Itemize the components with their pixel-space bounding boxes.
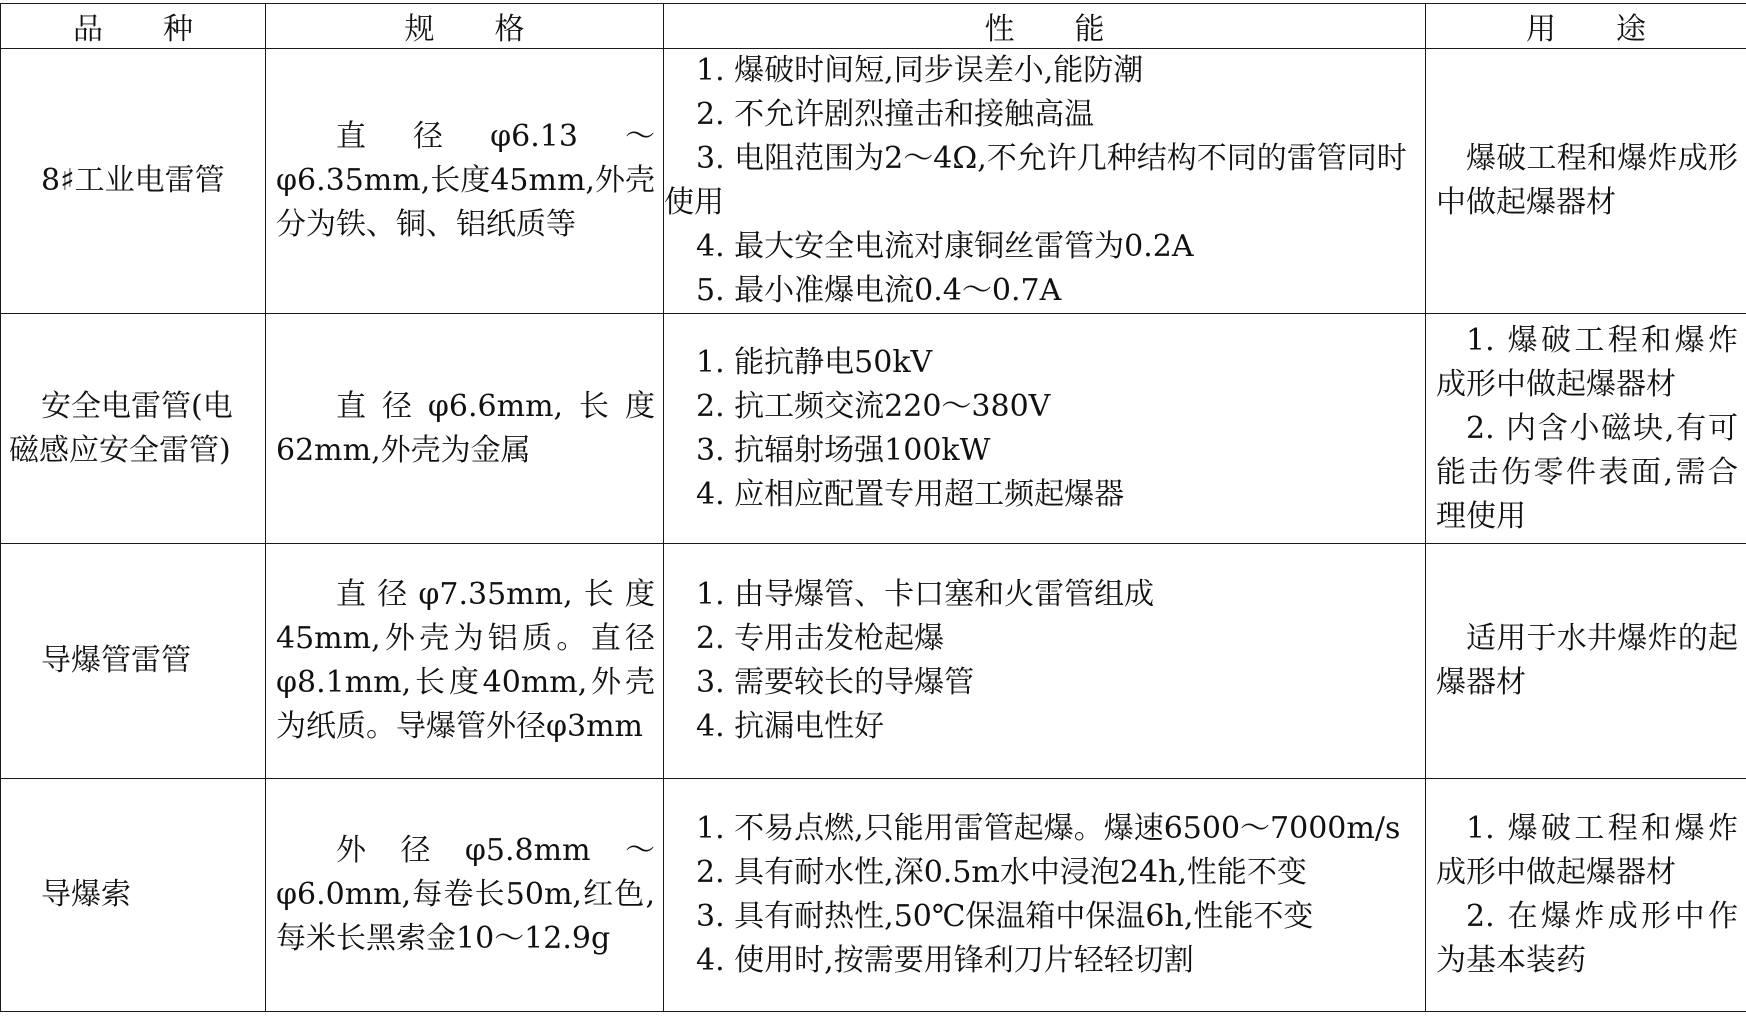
performance-list <box>664 49 1411 313</box>
performance-item: 4. 抗漏电性好 <box>696 709 885 744</box>
performance-item: 2. 不允许剧烈撞击和接触高温 <box>696 97 1095 132</box>
usage-list <box>1436 137 1738 225</box>
cell-kind <box>1 314 266 544</box>
usage-item: 2. 内含小磁块,有可能击伤零件表面,需合理使用 <box>1436 410 1738 534</box>
table-header <box>1 4 1746 49</box>
table-row <box>1 544 1746 779</box>
performance-item: 2. 抗工频交流220～380V <box>696 388 1051 424</box>
usage-list <box>1436 319 1738 539</box>
header-usage: 用 途 <box>1426 4 1746 49</box>
cell-spec <box>266 779 664 1012</box>
cell-performance <box>664 49 1426 314</box>
usage-list <box>1436 617 1738 705</box>
performance-item: 1. 由导爆管、卡口塞和火雷管组成 <box>696 577 1155 612</box>
usage-item: 1. 爆破工程和爆炸成形中做起爆器材 <box>1436 811 1738 890</box>
cell-spec <box>266 49 664 314</box>
cell-usage <box>1426 779 1746 1012</box>
performance-item: 4. 最大安全电流对康铜丝雷管为0.2A <box>696 229 1194 264</box>
cell-performance <box>664 779 1426 1012</box>
cell-kind <box>1 779 266 1012</box>
header-spec: 规 格 <box>266 4 664 49</box>
performance-item: 5. 最小准爆电流0.4～0.7A <box>696 273 1062 308</box>
performance-item: 2. 具有耐水性,深0.5m水中浸泡24h,性能不变 <box>696 855 1307 890</box>
performance-item: 4. 使用时,按需要用锋利刀片轻轻切割 <box>696 943 1194 978</box>
performance-list <box>686 341 1411 517</box>
performance-item: 3. 抗辐射场强100kW <box>696 432 991 468</box>
usage-item: 1. 爆破工程和爆炸成形中做起爆器材 <box>1436 322 1738 402</box>
usage-list <box>1436 807 1738 983</box>
performance-item: 1. 能抗静电50kV <box>696 344 933 380</box>
cell-usage <box>1426 49 1746 314</box>
cell-kind <box>1 544 266 779</box>
spec-text: 直径φ6.6mm,长度62mm,外壳为金属 <box>276 388 655 468</box>
kind-text: 导爆索 <box>41 877 131 912</box>
performance-item: 3. 需要较长的导爆管 <box>696 665 975 700</box>
kind-text: 8♯工业电雷管 <box>41 163 225 198</box>
cell-performance <box>664 314 1426 544</box>
performance-item: 3. 具有耐热性,50℃保温箱中保温6h,性能不变 <box>696 899 1314 934</box>
detonator-table <box>0 3 1746 1012</box>
performance-list <box>686 573 1411 749</box>
performance-item: 2. 专用击发枪起爆 <box>696 621 945 656</box>
header-kind: 品 种 <box>1 4 266 49</box>
cell-spec <box>266 544 664 779</box>
usage-item: 适用于水井爆炸的起爆器材 <box>1436 621 1738 700</box>
cell-usage <box>1426 314 1746 544</box>
table-row <box>1 314 1746 544</box>
cell-spec <box>266 314 664 544</box>
kind-text: 安全电雷管(电磁感应安全雷管) <box>9 388 233 468</box>
cell-kind <box>1 49 266 314</box>
usage-item: 爆破工程和爆炸成形中做起爆器材 <box>1436 141 1738 220</box>
spec-text: 直径φ6.13～φ6.35mm,长度45mm,外壳分为铁、铜、铝纸质等 <box>276 119 655 242</box>
header-row <box>1 4 1746 49</box>
spec-text: 直径φ7.35mm,长度45mm,外壳为铝质。直径φ8.1mm,长度40mm,外壳为纸质。导爆管外径φ3mm <box>276 577 655 744</box>
spec-text: 外径φ5.8mm～φ6.0mm,每卷长50m,红色,每米长黑索金10～12.9g <box>276 833 655 956</box>
kind-text: 导爆管雷管 <box>41 643 191 678</box>
performance-item: 3. 电阻范围为2～4Ω,不允许几种结构不同的雷管同时使用 <box>664 141 1407 220</box>
performance-item: 4. 应相应配置专用超工频起爆器 <box>696 476 1125 512</box>
performance-item: 1. 不易点燃,只能用雷管起爆。爆速6500～7000m/s <box>696 811 1401 846</box>
cell-usage <box>1426 544 1746 779</box>
table-body <box>1 49 1746 1012</box>
performance-item: 1. 爆破时间短,同步误差小,能防潮 <box>696 53 1144 88</box>
cell-performance <box>664 544 1426 779</box>
usage-item: 2. 在爆炸成形中作为基本装药 <box>1436 899 1738 978</box>
table-row <box>1 779 1746 1012</box>
table-row <box>1 49 1746 314</box>
performance-list <box>686 807 1411 983</box>
header-performance: 性 能 <box>664 4 1426 49</box>
